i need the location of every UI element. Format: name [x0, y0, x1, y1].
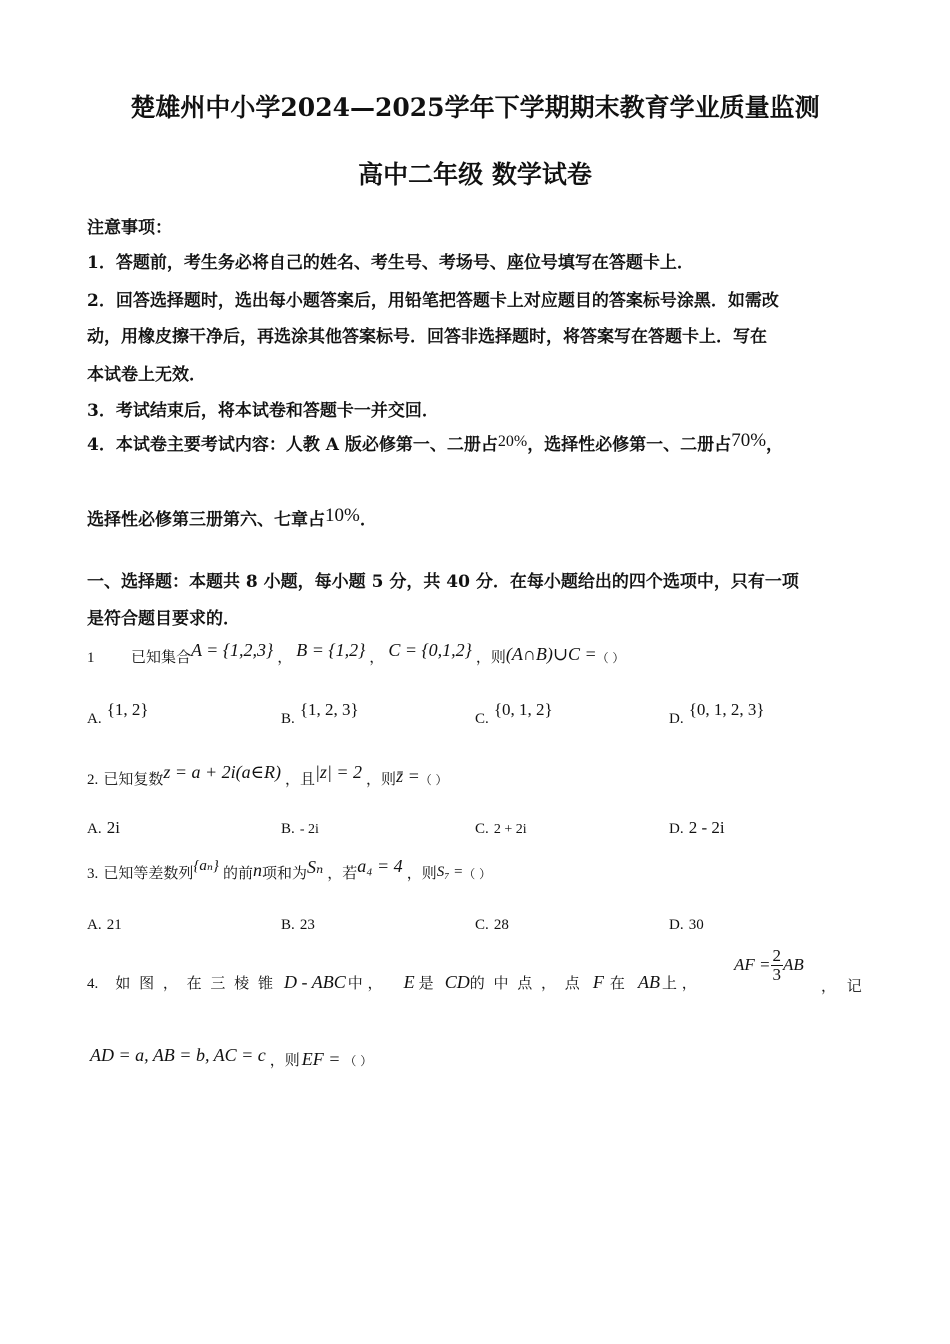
question-4-af-rhs: AB	[783, 955, 804, 974]
notice-item-2-line-3: 本试卷上无效．	[87, 365, 206, 385]
question-1-option-a-label: A.	[87, 711, 102, 727]
question-3-option-d-label: D.	[669, 917, 684, 933]
question-2-condition: |z| = 2	[314, 762, 363, 782]
question-2-mid: ，且	[284, 770, 315, 788]
question-2-stem	[87, 762, 448, 789]
notice-item-4-line-1	[87, 430, 783, 455]
question-1-option-b	[281, 700, 359, 728]
question-1-then: ，则	[475, 648, 506, 666]
question-3-n: n	[252, 860, 262, 880]
section-1-instructions-line-2: 是符合题目要求的．	[87, 609, 240, 629]
question-2-option-a	[87, 818, 120, 838]
question-2-option-a-value: 2i	[106, 818, 120, 837]
question-2-target: z̄ =	[396, 766, 420, 786]
question-3-option-c	[475, 914, 509, 934]
question-3-option-c-label: C.	[475, 917, 489, 933]
section-1-instructions-line-1: 一、选择题：本题共 8 小题，每小题 5 分，共 40 分．在每小题给出的四个选项中，只有一项	[87, 572, 799, 592]
question-4-answer-blank: （ ）	[344, 1054, 373, 1068]
question-2-then: ，则	[366, 770, 397, 788]
question-4-segment-ab: AB	[638, 972, 660, 992]
notice-item-4-text-a: 4．本试卷主要考试内容：人教 A 版必修第一、二册占	[87, 435, 498, 455]
question-2-text: 已知复数	[103, 770, 164, 788]
question-4-text-7: ， 记	[821, 977, 862, 995]
notice-item-4-percent-2: 70%	[731, 430, 767, 451]
question-3-text-2: 的前	[222, 864, 253, 882]
question-2-option-c-value: 2 + 2i	[493, 822, 527, 837]
question-4-then: ，则	[269, 1051, 300, 1069]
question-4-text-6: 上 ，	[662, 974, 697, 992]
question-3-option-b-label: B.	[281, 917, 295, 933]
question-3-text-3: 项和为	[261, 864, 307, 882]
question-1-set-a: A = {1,2,3}	[191, 640, 274, 660]
question-4-segment-cd: CD	[444, 972, 470, 992]
notice-item-4-text-d: 选择性必修第三册第六、七章占	[87, 510, 325, 530]
question-3-number: 3.	[87, 866, 99, 882]
question-2-option-c	[475, 818, 527, 838]
question-2-option-b-label: B.	[281, 821, 295, 837]
notice-item-1: 1．答题前，考生务必将自己的姓名、考生号、考场号、座位号填写在答题卡上．	[87, 253, 694, 273]
question-4-point-f: F	[592, 972, 604, 992]
exam-subtitle: 高中二年级 数学试卷	[358, 160, 592, 189]
question-4-text-2: 中 ，	[347, 974, 383, 992]
question-4-stem-line-2	[90, 1045, 372, 1070]
question-4-solid: D - ABC	[284, 972, 346, 992]
question-3-answer-blank: （ ）	[463, 867, 492, 881]
notice-item-4-line-2	[87, 505, 377, 530]
question-1-text: 已知集合	[131, 648, 192, 666]
question-1-set-b: B = {1,2}	[296, 640, 366, 660]
notice-item-2-line-1: 2．回答选择题时，选出每小题答案后，用铅笔把答题卡上对应题目的答案标号涂黑．如需改	[87, 291, 779, 311]
question-4-text-3: 是	[418, 974, 434, 992]
notice-item-4-text-b: ，选择性必修第一、二册占	[527, 435, 732, 455]
question-3-stem	[87, 856, 491, 883]
question-3-option-a-label: A.	[87, 917, 102, 933]
question-2-option-d-value: 2 - 2i	[688, 818, 725, 837]
notice-item-4-text-c: ，	[766, 435, 784, 455]
question-1-option-c	[475, 700, 553, 728]
question-1-stem	[87, 640, 624, 667]
question-3-option-a-value: 21	[106, 917, 122, 933]
question-3-text-4: ，若	[327, 864, 358, 882]
question-1-option-d	[669, 700, 765, 728]
notice-item-2-line-2: 动，用橡皮擦干净后，再选涂其他答案标号．回答非选择题时，将答案写在答题卡上．写在	[87, 327, 767, 347]
question-4-text-4: 的 中 点 ， 点	[469, 974, 580, 992]
question-4-text-5: 在	[609, 974, 625, 992]
question-3-condition: a₄ = 4	[357, 856, 403, 876]
question-2-option-a-label: A.	[87, 821, 102, 837]
question-4-af-lhs: AF =	[734, 955, 771, 974]
question-4-fraction	[771, 947, 784, 984]
question-1-option-d-label: D.	[669, 711, 684, 727]
notice-item-3: 3．考试结束后，将本试卷和答题卡一并交回．	[87, 401, 439, 421]
notice-heading: 注意事项：	[87, 218, 172, 238]
question-4-text-1: 如 图 ， 在 三 棱 锥	[115, 974, 273, 992]
question-4-stem-line-1	[87, 972, 697, 993]
question-1-number: 1	[87, 650, 95, 666]
notice-item-4-percent-3: 10%	[325, 505, 360, 526]
question-4-vectors: AD = a, AB = b, AC = c	[90, 1045, 266, 1065]
question-2-option-d	[669, 818, 725, 838]
question-1-option-c-label: C.	[475, 711, 489, 727]
question-3-option-d	[669, 914, 704, 934]
question-1-option-a-value: {1, 2}	[106, 700, 149, 719]
question-1-comma-2: ，	[369, 648, 385, 666]
question-3-option-a	[87, 914, 122, 934]
question-2-option-c-label: C.	[475, 821, 489, 837]
question-2-number: 2.	[87, 772, 99, 788]
question-3-option-b	[281, 914, 315, 934]
question-1-option-b-label: B.	[281, 711, 295, 727]
question-1-comma-1: ，	[277, 648, 293, 666]
question-4-fraction-numerator: 2	[772, 946, 781, 965]
question-3-target: S₇ =	[436, 864, 464, 880]
question-1-option-c-value: {0, 1, 2}	[493, 700, 553, 719]
question-2-answer-blank: （ ）	[419, 773, 448, 787]
question-3-sn: Sₙ	[306, 857, 324, 877]
question-4-target: EF =	[301, 1049, 341, 1069]
notice-item-4-text-e: ．	[359, 510, 377, 530]
question-1-answer-blank: （ ）	[596, 651, 625, 665]
question-3-text: 已知等差数列	[103, 864, 194, 882]
notice-item-4-percent-1: 20%	[497, 433, 528, 450]
question-3-option-c-value: 28	[493, 917, 509, 933]
question-4-point-e: E	[403, 972, 415, 992]
question-3-then: ，则	[406, 864, 437, 882]
question-1-option-d-value: {0, 1, 2, 3}	[688, 700, 765, 719]
question-3-sequence: {aₙ}	[193, 858, 219, 874]
question-1-option-b-value: {1, 2, 3}	[299, 700, 359, 719]
question-4-af-relation	[734, 947, 804, 984]
question-3-option-b-value: 23	[299, 917, 315, 933]
exam-title: 楚雄州中小学2024—2025学年下学期期末教育学业质量监测	[130, 93, 820, 122]
question-4-number: 4.	[87, 976, 99, 992]
question-2-option-d-label: D.	[669, 821, 684, 837]
question-3-option-d-value: 30	[688, 917, 704, 933]
question-2-option-b-value: - 2i	[299, 822, 319, 837]
question-1-expression: (A∩B)∪C =	[505, 644, 597, 664]
question-2-expression: z = a + 2i(a∈R)	[163, 762, 281, 782]
question-1-option-a	[87, 700, 149, 728]
question-4-fraction-denominator: 3	[772, 965, 781, 984]
question-1-set-c: C = {0,1,2}	[388, 640, 472, 660]
question-2-option-b	[281, 818, 319, 838]
